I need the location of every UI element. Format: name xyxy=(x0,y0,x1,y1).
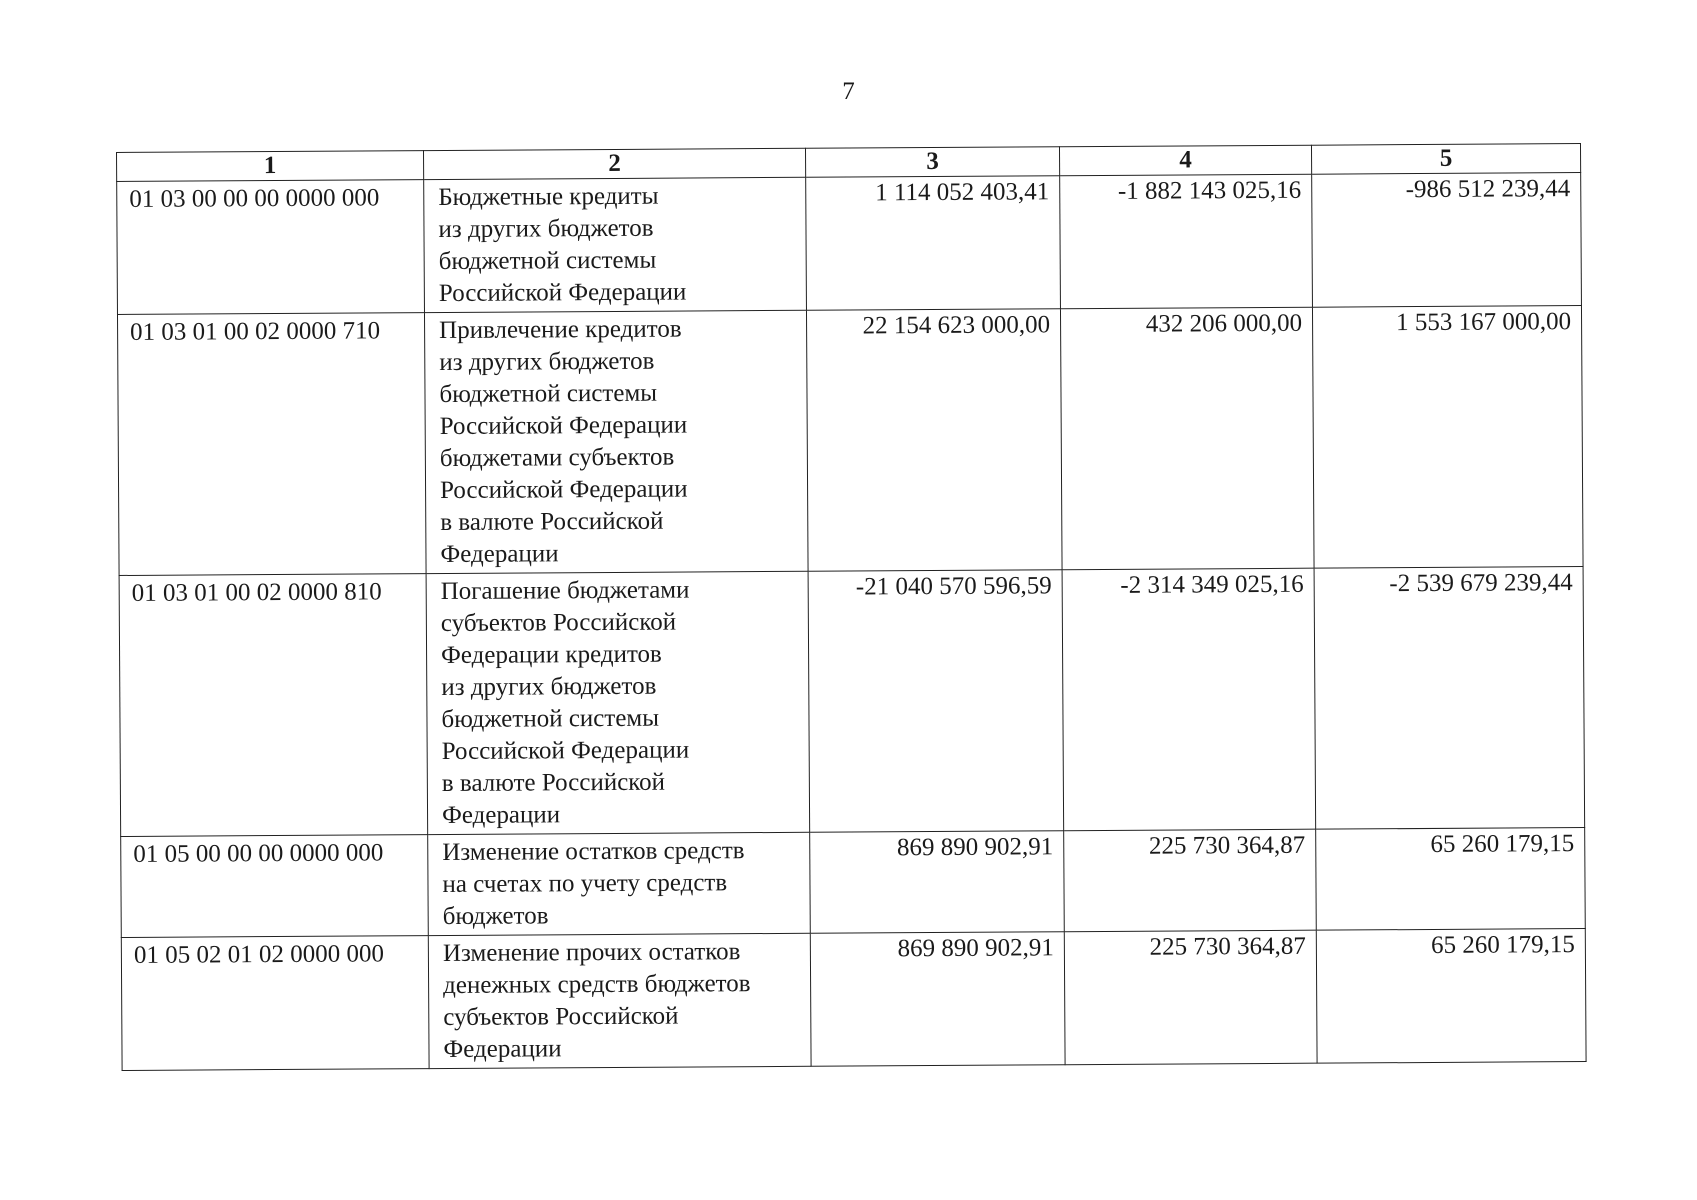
value-col-5: -2 539 679 239,44 xyxy=(1314,567,1585,830)
item-name-line: Российской Федерации xyxy=(439,475,688,505)
item-name-line: Бюджетные кредиты xyxy=(438,182,659,212)
item-name xyxy=(426,571,810,834)
budget-code: 01 03 01 00 02 0000 710 xyxy=(117,313,426,576)
item-name-line: из других бюджетов xyxy=(438,214,654,244)
budget-code: 01 05 00 00 00 0000 000 xyxy=(121,835,429,938)
item-name-line: из других бюджетов xyxy=(439,347,655,377)
value-col-3: 1 114 052 403,41 xyxy=(806,176,1061,311)
item-name-line: Федерации xyxy=(440,540,559,569)
budget-code: 01 03 01 00 02 0000 810 xyxy=(119,574,428,837)
header-col-3: 3 xyxy=(805,147,1059,178)
value-col-5: 1 553 167 000,00 xyxy=(1312,306,1583,569)
item-name-line: бюджетной системы xyxy=(438,246,657,276)
table-body xyxy=(117,173,1586,1071)
value-col-3: -21 040 570 596,59 xyxy=(808,570,1064,833)
value-col-5: -986 512 239,44 xyxy=(1312,173,1582,308)
value-col-3: 869 890 902,91 xyxy=(810,831,1065,934)
budget-sources-table xyxy=(116,143,1587,1071)
item-name-line: субъектов Российской xyxy=(443,1002,679,1032)
table-row xyxy=(121,929,1586,1071)
budget-code: 01 05 02 01 02 0000 000 xyxy=(121,936,429,1071)
table-row xyxy=(117,173,1582,315)
value-col-4: 225 730 364,87 xyxy=(1064,829,1317,932)
item-name-line: из других бюджетов xyxy=(441,672,657,702)
item-name-line: бюджетной системы xyxy=(439,379,658,409)
value-col-5: 65 260 179,15 xyxy=(1316,828,1586,931)
value-col-3: 22 154 623 000,00 xyxy=(806,309,1062,572)
item-name-line: бюджетной системы xyxy=(441,704,660,734)
item-name-line: на счетах по учету средств xyxy=(442,869,728,899)
table-row xyxy=(119,567,1585,837)
item-name xyxy=(424,310,808,573)
item-name-line: Федерации xyxy=(441,801,561,830)
item-name-line: Изменение остатков средств xyxy=(442,837,745,867)
header-col-4: 4 xyxy=(1059,145,1311,176)
value-col-4: 225 730 364,87 xyxy=(1064,930,1317,1065)
table-row xyxy=(117,306,1583,576)
header-col-5: 5 xyxy=(1311,144,1580,175)
item-name-line: Федерации кредитов xyxy=(440,640,662,670)
item-name-line: бюджетами субъектов xyxy=(439,443,675,473)
item-name-line: Привлечение кредитов xyxy=(439,315,682,345)
value-col-4: -1 882 143 025,16 xyxy=(1060,174,1313,309)
header-col-2: 2 xyxy=(423,148,805,179)
value-col-4: 432 206 000,00 xyxy=(1060,307,1314,570)
budget-code: 01 03 00 00 00 0000 000 xyxy=(117,180,425,315)
item-name-line: бюджетов xyxy=(442,902,549,931)
value-col-4: -2 314 349 025,16 xyxy=(1062,568,1316,831)
item-name-line: Российской Федерации xyxy=(438,278,687,308)
item-name-line: Федерации xyxy=(443,1035,562,1064)
table-row xyxy=(121,828,1586,938)
value-col-5: 65 260 179,15 xyxy=(1316,929,1586,1064)
item-name-line: субъектов Российской xyxy=(440,608,677,638)
item-name-line: Погашение бюджетами xyxy=(440,576,690,606)
item-name-line: Изменение прочих остатков xyxy=(442,938,741,968)
item-name-line: денежных средств бюджетов xyxy=(443,970,751,1000)
item-name-line: в валюте Российской xyxy=(440,507,664,537)
item-name xyxy=(424,177,807,312)
item-name-line: в валюте Российской xyxy=(441,768,666,798)
header-col-1: 1 xyxy=(117,151,424,182)
item-name-line: Российской Федерации xyxy=(439,411,688,441)
value-col-3: 869 890 902,91 xyxy=(810,932,1065,1067)
page-number: 7 xyxy=(842,78,855,105)
item-name-line: Российской Федерации xyxy=(441,736,690,766)
item-name xyxy=(428,933,811,1068)
item-name xyxy=(428,832,811,935)
